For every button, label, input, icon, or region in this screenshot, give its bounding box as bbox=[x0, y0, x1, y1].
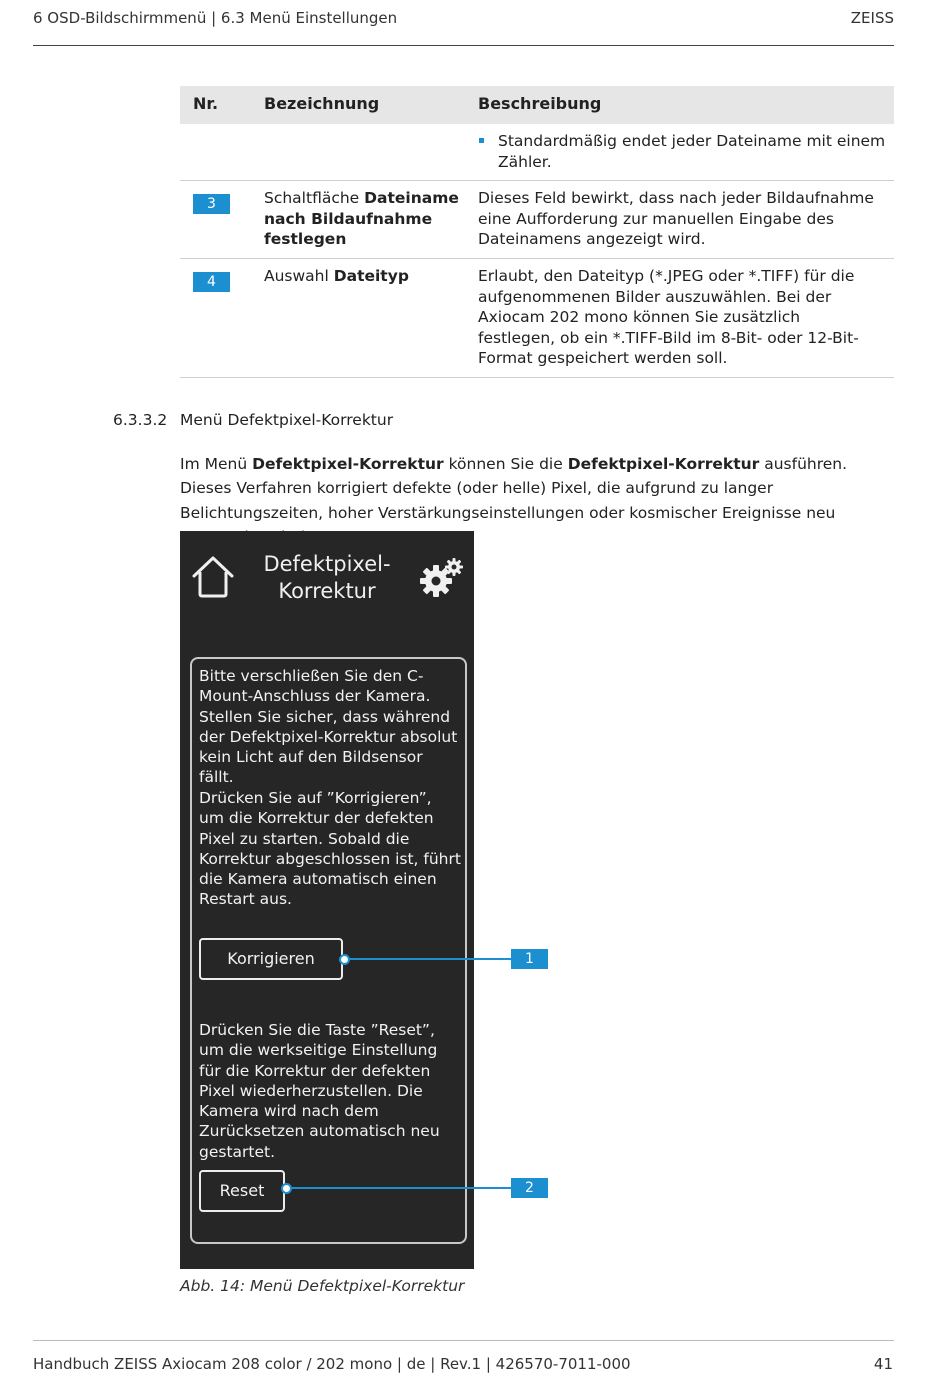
screen-instruction-text: Bitte verschließen Sie den C-Mount-Anschluss der Kamera. Stellen Sie sicher, dass während der Defektpixel-Korrektur absolut kein Licht auf den Bildsensor fällt. bbox=[199, 667, 458, 787]
table-row-description: Erlaubt, den Dateityp (*.JPEG oder *.TIFF) für die aufgenommenen Bilder auszuwählen. Bei der Axiocam 202 mono können Sie zusätzlich festlegen, ob ein *.TIFF-Bild im 8-Bit- oder 12-Bit-Format gespeichert werden soll. bbox=[478, 267, 859, 368]
section-title: Menü Defektpixel-Korrektur bbox=[180, 411, 394, 429]
table-header-row bbox=[180, 86, 894, 124]
callout-badge-2: 2 bbox=[511, 1178, 548, 1198]
gears-icon[interactable] bbox=[418, 557, 468, 599]
footer-rule bbox=[33, 1340, 894, 1341]
table-row-continuation bbox=[498, 131, 888, 172]
korrigieren-button[interactable]: Korrigieren bbox=[199, 938, 343, 980]
callout-dot-2 bbox=[281, 1183, 292, 1194]
row-name-bold: Dateityp bbox=[333, 267, 409, 285]
reset-button[interactable]: Reset bbox=[199, 1170, 285, 1212]
header-rule bbox=[33, 45, 894, 46]
row-number-badge: 3 bbox=[193, 194, 230, 214]
table-row-description: Dieses Feld bewirkt, dass nach jeder Bildaufnahme eine Aufforderung zur manuellen Eingabe des Dateinamens angezeigt wird. bbox=[478, 189, 874, 249]
row-divider bbox=[180, 377, 894, 378]
para-text: Im Menü bbox=[180, 455, 253, 473]
row-name-prefix: Schaltfläche bbox=[264, 189, 365, 207]
row-name-bold: Dateiname nach Bildaufnahme festlegen bbox=[264, 189, 459, 249]
column-header-nr: Nr. bbox=[193, 94, 219, 113]
row-divider bbox=[180, 180, 894, 181]
callout-dot-1 bbox=[339, 954, 350, 965]
para-text: können Sie die bbox=[443, 455, 568, 473]
footer-text: Handbuch ZEISS Axiocam 208 color / 202 mono | de | Rev.1 | 426570-7011-000 bbox=[33, 1355, 631, 1373]
bullet-icon bbox=[479, 138, 484, 143]
screen-start-text: Drücken Sie auf ”Korrigieren”, um die Korrektur der defekten Pixel zu starten. Sobald die Korrektur abgeschlossen ist, führt die Kamera automatisch einen Restart aus. bbox=[199, 789, 461, 909]
column-header-beschreibung: Beschreibung bbox=[478, 94, 602, 113]
column-header-bezeichnung: Bezeichnung bbox=[264, 94, 380, 113]
callout-line-2 bbox=[286, 1187, 512, 1189]
row-name-prefix: Auswahl bbox=[264, 267, 334, 285]
table-row-name bbox=[264, 188, 469, 250]
home-icon[interactable] bbox=[190, 554, 236, 600]
screen-title: Defektpixel-Korrektur bbox=[263, 552, 391, 603]
running-header-left: 6 OSD-Bildschirmmenü | 6.3 Menü Einstellungen bbox=[33, 9, 398, 27]
para-bold: Defektpixel-Korrektur bbox=[252, 455, 444, 473]
callout-badge-1: 1 bbox=[511, 949, 548, 969]
callout-line-1 bbox=[344, 958, 512, 960]
row-number-badge: 4 bbox=[193, 272, 230, 292]
para-text: ausführen. Dieses Verfahren korrigiert defekte (oder helle) Pixel, die aufgrund zu langer Belichtungszeiten, hoher Verstärkungseinstellungen oder kosmischer Ereignisse neu bbox=[180, 455, 848, 522]
table-row-name bbox=[264, 266, 469, 287]
continuation-bullet-text: Standardmäßig endet jeder Dateiname mit einem Zähler. bbox=[498, 132, 886, 171]
figure-caption: Abb. 14: Menü Defektpixel-Korrektur bbox=[180, 1277, 465, 1295]
page-number: 41 bbox=[873, 1355, 893, 1373]
section-number: 6.3.3.2 bbox=[113, 411, 168, 429]
para-bold: Defektpixel-Korrektur bbox=[567, 455, 760, 473]
row-divider bbox=[180, 258, 894, 259]
screen-reset-text: Drücken Sie die Taste ”Reset”, um die werkseitige Einstellung für die Korrektur der defekten Pixel wiederherzustellen. Die Kamera wird nach dem Zurücksetzen automatisch neu gestartet. bbox=[199, 1021, 440, 1161]
running-header-brand: ZEISS bbox=[850, 9, 894, 27]
osd-screen bbox=[180, 531, 474, 1269]
